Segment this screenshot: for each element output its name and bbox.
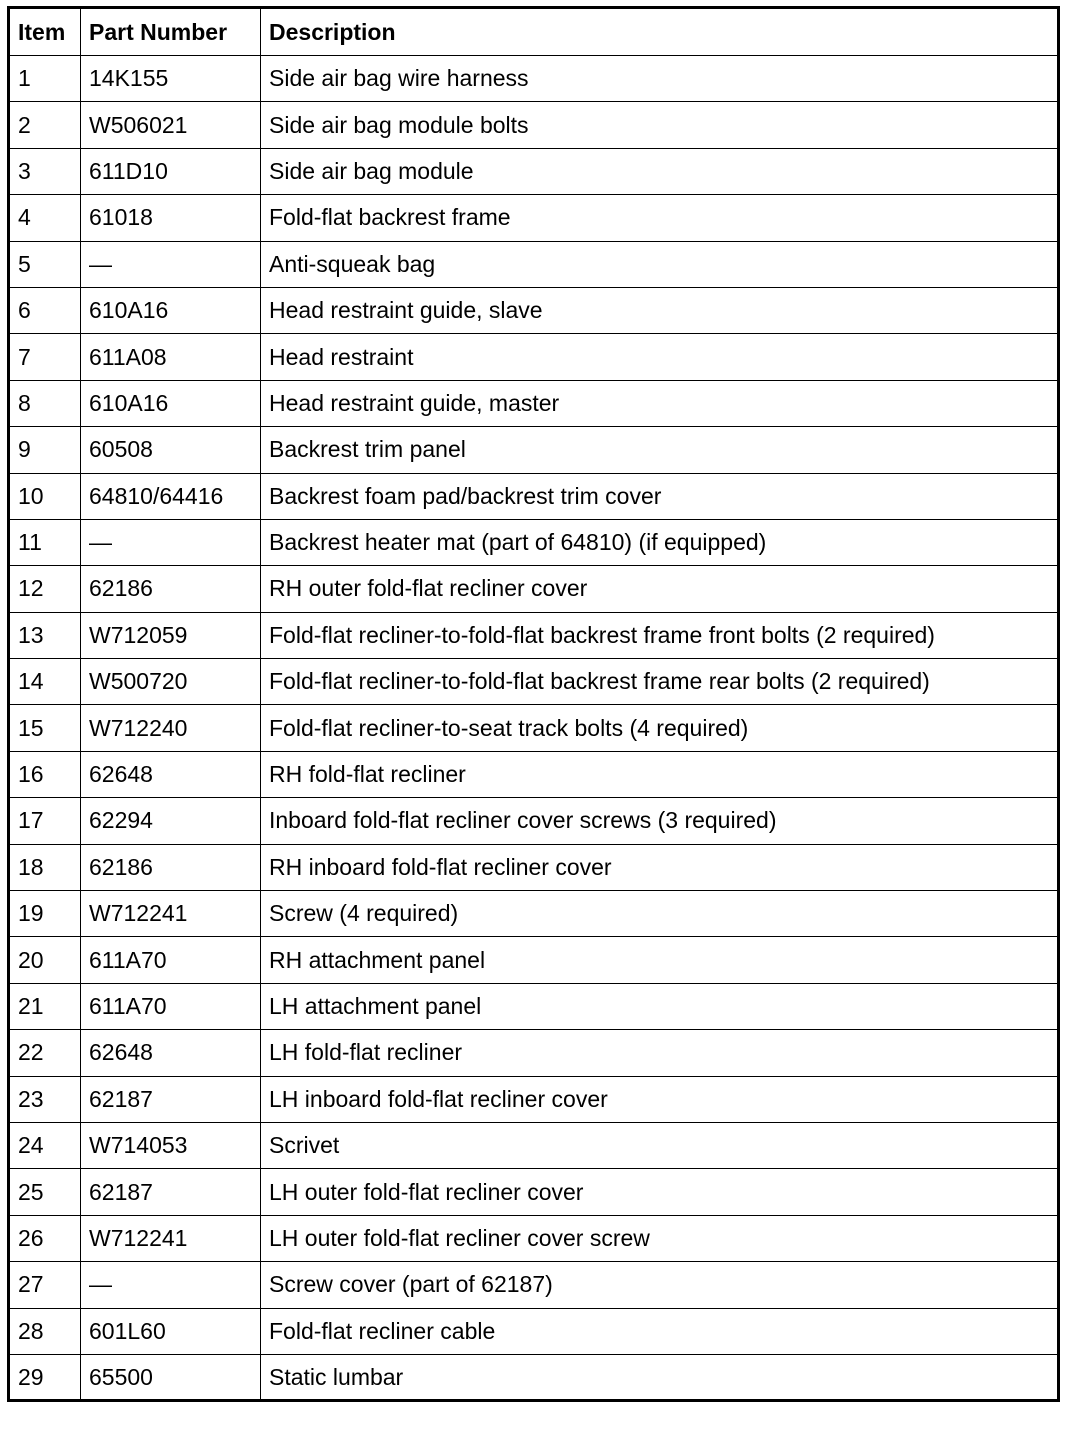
cell-description: Fold-flat recliner-to-fold-flat backrest frame rear bolts (2 required): [261, 659, 1059, 705]
cell-part-number: 61018: [81, 195, 261, 241]
cell-item: 13: [9, 612, 81, 658]
cell-item: 6: [9, 287, 81, 333]
header-row: [9, 8, 1059, 56]
table-row: [9, 612, 1059, 658]
cell-description: Head restraint guide, slave: [261, 287, 1059, 333]
table-row: [9, 195, 1059, 241]
table-row: [9, 1308, 1059, 1354]
table-row: [9, 659, 1059, 705]
cell-description: Backrest foam pad/backrest trim cover: [261, 473, 1059, 519]
cell-description: Head restraint: [261, 334, 1059, 380]
cell-item: 16: [9, 751, 81, 797]
cell-item: 11: [9, 519, 81, 565]
cell-item: 28: [9, 1308, 81, 1354]
cell-description: Anti-squeak bag: [261, 241, 1059, 287]
cell-item: 9: [9, 427, 81, 473]
cell-item: 23: [9, 1076, 81, 1122]
table-header: [9, 8, 1059, 56]
table-row: [9, 705, 1059, 751]
table-row: [9, 844, 1059, 890]
cell-part-number: 62648: [81, 1030, 261, 1076]
cell-part-number: 62186: [81, 844, 261, 890]
table-row: [9, 148, 1059, 194]
cell-item: 15: [9, 705, 81, 751]
cell-description: Fold-flat recliner cable: [261, 1308, 1059, 1354]
table-row: [9, 241, 1059, 287]
cell-item: 26: [9, 1215, 81, 1261]
cell-part-number: 62187: [81, 1076, 261, 1122]
table-row: [9, 334, 1059, 380]
table-row: [9, 1122, 1059, 1168]
cell-part-number: 610A16: [81, 380, 261, 426]
table-row: [9, 891, 1059, 937]
cell-description: Side air bag module: [261, 148, 1059, 194]
table-row: [9, 56, 1059, 102]
cell-description: Backrest trim panel: [261, 427, 1059, 473]
cell-description: RH fold-flat recliner: [261, 751, 1059, 797]
cell-description: Fold-flat recliner-to-seat track bolts (4 required): [261, 705, 1059, 751]
cell-part-number: 601L60: [81, 1308, 261, 1354]
cell-part-number: —: [81, 519, 261, 565]
cell-part-number: 611A08: [81, 334, 261, 380]
cell-part-number: W712241: [81, 1215, 261, 1261]
cell-part-number: 62294: [81, 798, 261, 844]
cell-part-number: —: [81, 1262, 261, 1308]
cell-item: 2: [9, 102, 81, 148]
header-item: Item: [9, 8, 81, 56]
table-row: [9, 1215, 1059, 1261]
cell-item: 21: [9, 983, 81, 1029]
cell-description: Screw cover (part of 62187): [261, 1262, 1059, 1308]
table-row: [9, 751, 1059, 797]
table-row: [9, 566, 1059, 612]
cell-item: 10: [9, 473, 81, 519]
table-row: [9, 937, 1059, 983]
cell-item: 24: [9, 1122, 81, 1168]
cell-description: Scrivet: [261, 1122, 1059, 1168]
cell-part-number: 64810/64416: [81, 473, 261, 519]
cell-description: Fold-flat backrest frame: [261, 195, 1059, 241]
cell-item: 8: [9, 380, 81, 426]
cell-item: 4: [9, 195, 81, 241]
table-row: [9, 983, 1059, 1029]
cell-part-number: W506021: [81, 102, 261, 148]
parts-table: [7, 6, 1060, 1402]
cell-description: LH outer fold-flat recliner cover: [261, 1169, 1059, 1215]
table-row: [9, 1169, 1059, 1215]
cell-description: Head restraint guide, master: [261, 380, 1059, 426]
cell-item: 27: [9, 1262, 81, 1308]
table-row: [9, 1354, 1059, 1400]
cell-description: Screw (4 required): [261, 891, 1059, 937]
cell-part-number: 62186: [81, 566, 261, 612]
cell-part-number: 611A70: [81, 983, 261, 1029]
table-row: [9, 380, 1059, 426]
cell-description: Static lumbar: [261, 1354, 1059, 1400]
cell-item: 5: [9, 241, 81, 287]
table-row: [9, 1262, 1059, 1308]
cell-part-number: 611D10: [81, 148, 261, 194]
cell-item: 19: [9, 891, 81, 937]
cell-item: 18: [9, 844, 81, 890]
cell-part-number: W500720: [81, 659, 261, 705]
table-body: [9, 56, 1059, 1401]
cell-part-number: W712241: [81, 891, 261, 937]
cell-item: 3: [9, 148, 81, 194]
table-row: [9, 1076, 1059, 1122]
table-row: [9, 287, 1059, 333]
cell-item: 7: [9, 334, 81, 380]
table-row: [9, 102, 1059, 148]
table-row: [9, 519, 1059, 565]
cell-description: LH inboard fold-flat recliner cover: [261, 1076, 1059, 1122]
cell-part-number: 62648: [81, 751, 261, 797]
cell-item: 17: [9, 798, 81, 844]
cell-part-number: W714053: [81, 1122, 261, 1168]
cell-description: LH outer fold-flat recliner cover screw: [261, 1215, 1059, 1261]
cell-description: LH attachment panel: [261, 983, 1059, 1029]
cell-description: RH attachment panel: [261, 937, 1059, 983]
cell-part-number: 611A70: [81, 937, 261, 983]
cell-description: RH inboard fold-flat recliner cover: [261, 844, 1059, 890]
header-description: Description: [261, 8, 1059, 56]
cell-description: Side air bag wire harness: [261, 56, 1059, 102]
table-row: [9, 1030, 1059, 1076]
cell-description: Backrest heater mat (part of 64810) (if equipped): [261, 519, 1059, 565]
cell-part-number: W712059: [81, 612, 261, 658]
cell-description: RH outer fold-flat recliner cover: [261, 566, 1059, 612]
cell-part-number: 60508: [81, 427, 261, 473]
cell-part-number: W712240: [81, 705, 261, 751]
cell-part-number: —: [81, 241, 261, 287]
table-row: [9, 473, 1059, 519]
table-row: [9, 427, 1059, 473]
cell-item: 12: [9, 566, 81, 612]
cell-item: 29: [9, 1354, 81, 1400]
cell-description: Fold-flat recliner-to-fold-flat backrest frame front bolts (2 required): [261, 612, 1059, 658]
header-part-number: Part Number: [81, 8, 261, 56]
cell-item: 22: [9, 1030, 81, 1076]
table-row: [9, 798, 1059, 844]
cell-item: 14: [9, 659, 81, 705]
cell-part-number: 62187: [81, 1169, 261, 1215]
cell-item: 20: [9, 937, 81, 983]
cell-part-number: 610A16: [81, 287, 261, 333]
cell-item: 25: [9, 1169, 81, 1215]
cell-part-number: 65500: [81, 1354, 261, 1400]
cell-description: LH fold-flat recliner: [261, 1030, 1059, 1076]
cell-description: Side air bag module bolts: [261, 102, 1059, 148]
cell-part-number: 14K155: [81, 56, 261, 102]
cell-description: Inboard fold-flat recliner cover screws (3 required): [261, 798, 1059, 844]
cell-item: 1: [9, 56, 81, 102]
